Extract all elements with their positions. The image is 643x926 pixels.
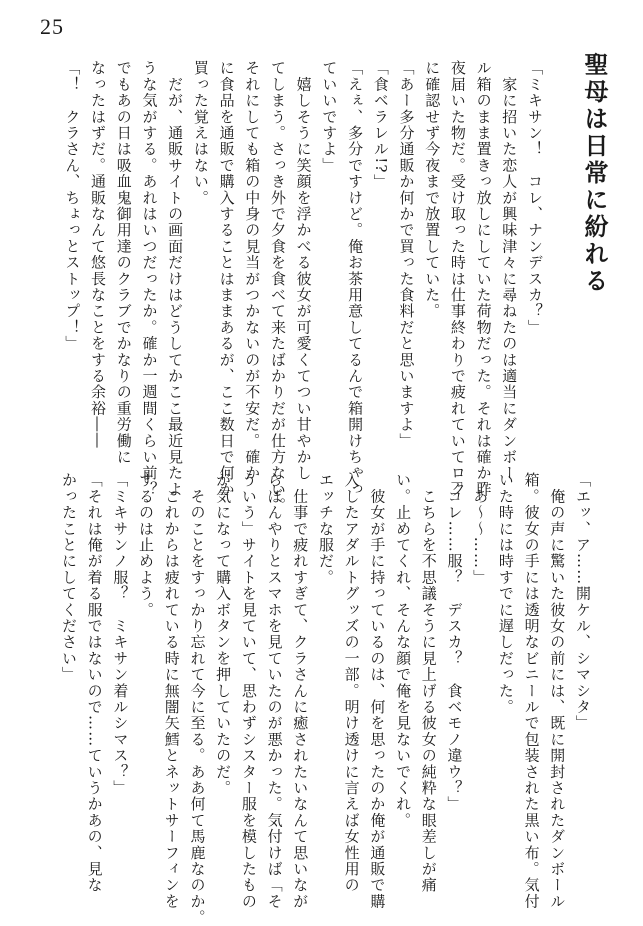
text-line: 入したアダルトグッズの一部。明け透けに言えば女性用の (342, 472, 361, 894)
text-line: 「それは俺が着る服ではないので……ていうかあの、見な (85, 472, 104, 894)
text-line: 「コレ……服？ デスカ？ 食ベモノ違ウ？」 (445, 472, 464, 813)
text-line: それにしても箱の中身の見当がつかないのが不安だ。確か (243, 60, 262, 482)
text-line: 「あ～～……」 (471, 472, 490, 586)
text-line: 箱。彼女の手には透明なビニールで包装された黒い布。気付 (522, 472, 541, 910)
text-line: 「えぇ、多分ですけど。俺お茶用意してるんで箱開けちゃっ (346, 60, 365, 498)
text-line: に食品を通販で購入することはままあるが、ここ数日で何か (217, 60, 236, 498)
text-line: こちらを不思議そうに見上げる彼女の純粋な眼差しが痛 (419, 472, 438, 894)
text-line: い。止めてくれ、そんな顔で俺を見ないでくれ。 (394, 472, 413, 829)
text-line: 「エッ、ア……開ケル、シマシタ」 (574, 472, 592, 732)
text-line: 「！ クラさん、ちょっとストップ！」 (63, 60, 82, 352)
text-line: ていいですよ」 (320, 60, 339, 174)
text-line: そのことをすっかり忘れて今に至る。ああ何て馬鹿なのか。 (188, 472, 207, 926)
text-line: 「あー多分通販か何かで買った食料だと思いますよ」 (397, 60, 416, 449)
text-line: なったはずだ。通販なんて悠長なことをする余裕―― (89, 60, 108, 449)
text-line: 買った覚えはない。 (191, 60, 210, 206)
text-line: かったことにしてください」 (59, 472, 78, 683)
text-line: 仕事で疲れすぎて、クラさんに癒されたいなんて思いなが (291, 472, 310, 910)
page-number: 25 (40, 14, 64, 39)
text-line: に確認せず今夜まで放置していた。 (423, 60, 442, 320)
text-line: これからは疲れている時に無闇矢鱈とネットサーフィンを (162, 472, 181, 910)
text-line: うな気がする。あれはいつだったか。確か一週間くらい前？ (140, 60, 159, 498)
text-line: が気になって購入ボタンを押していたのだ。 (214, 472, 233, 796)
text-line: するのは止めよう。 (137, 472, 156, 618)
text-line: 嬉しそうに笑顔を浮かべる彼女が可愛くてつい甘やかし (294, 60, 313, 482)
text-line: ル箱のまま置きっ放しにしていた荷物だった。それは確か昨 (474, 60, 493, 498)
text-line: でもあの日は吸血鬼御用達のクラブでかなりの重労働に (114, 60, 133, 465)
text-line: 「ミキサンノ服？ ミキサン着ルシマス？」 (111, 472, 130, 796)
chapter-title: 聖母は日常に紛れる (580, 52, 608, 295)
text-line: 「食ベラレル!?」 (371, 60, 390, 190)
text-line: らぼんやりとスマホを見ていたのが悪かった。気付けば「そ (265, 472, 284, 910)
lower-text-block (55, 472, 595, 926)
text-line: ういう」サイトを見ていて、思わずシスター服を模したもの (239, 472, 258, 910)
text-line: てしまう。さっき外で夕食を食べて来たばかりだが仕方ない。 (268, 60, 287, 514)
text-line: 家に招いた恋人が興味津々に尋ねたのは適当にダンボー (500, 60, 519, 482)
upper-text-block (59, 60, 547, 514)
text-line: 俺の声に驚いた彼女の前には、既に開封されたダンボール (548, 472, 567, 910)
text-line: エッチな服だ。 (316, 472, 335, 586)
text-line: 夜届いた物だ。受け取った時は仕事終わりで疲れていてロク (448, 60, 467, 498)
text-line: 彼女が手に持っているのは、何を思ったのか俺が通販で購 (368, 472, 387, 910)
text-line: いた時には時すでに遅しだった。 (496, 472, 515, 715)
text-line: だが、通販サイトの画面だけはどうしてかここ最近見たよ (166, 60, 185, 498)
text-line: 「ミキサン！ コレ、ナンデスカ？」 (526, 60, 544, 336)
